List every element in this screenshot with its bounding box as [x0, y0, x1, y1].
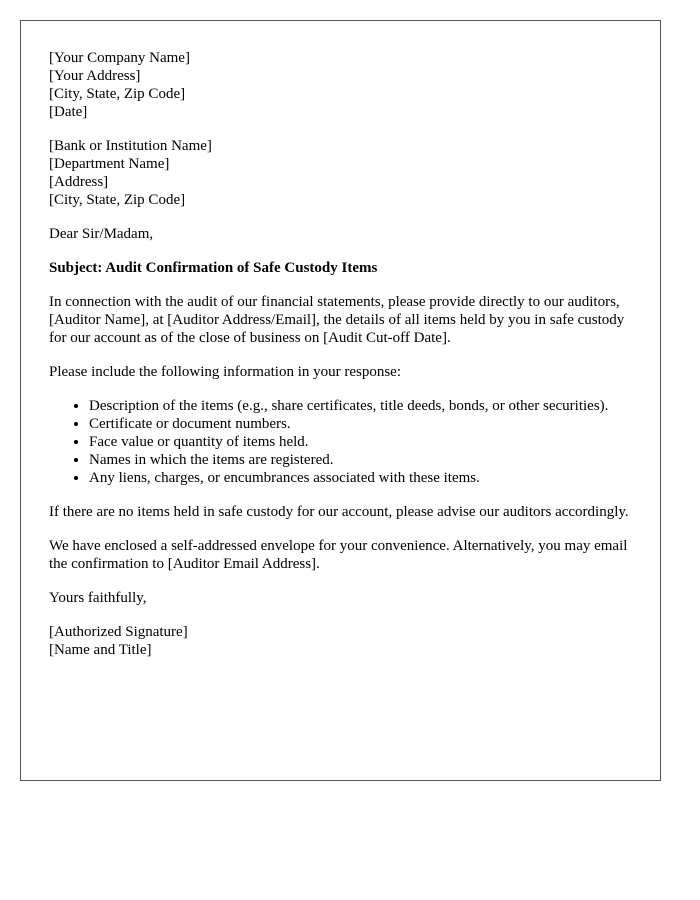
list-item: • Names in which the items are registered. [89, 451, 632, 469]
recipient-institution: [Bank or Institution Name] [49, 138, 212, 154]
include-paragraph: Please include the following information in your response: [49, 364, 402, 380]
list-item: • Face value or quantity of items held. [89, 433, 632, 451]
recipient-address-line: [Address] [49, 174, 109, 190]
sender-company: [Your Company Name] [49, 50, 190, 66]
sender-address [49, 49, 632, 121]
list-item: • Description of the items (e.g., share certificates, title deeds, bonds, or other securities). [89, 397, 632, 415]
enclosed-paragraph: We have enclosed a self-addressed envelope for your convenience. Alternatively, you may email the confirmation to [Auditor Email Address]. [49, 538, 628, 572]
list-item: • Any liens, charges, or encumbrances associated with these items. [89, 469, 632, 487]
salutation: Dear Sir/Madam, [49, 226, 154, 242]
signature-block [49, 623, 632, 659]
signature: [Authorized Signature] [49, 624, 188, 640]
intro-paragraph: In connection with the audit of our financial statements, please provide directly to our auditors, [Auditor Name], at [Auditor Address/Email], the details of all items held by you in safe custody for our account as of the close of business on [Audit Cut-off Date]. [49, 294, 625, 346]
recipient-address [49, 137, 632, 209]
sender-address-line: [Your Address] [49, 68, 141, 84]
sender-city: [City, State, Zip Code] [49, 86, 186, 102]
required-info-list [49, 397, 632, 487]
recipient-department: [Department Name] [49, 156, 170, 172]
no-items-paragraph: If there are no items held in safe custody for our account, please advise our auditors accordingly. [49, 504, 629, 520]
letter-date: [Date] [49, 104, 88, 120]
recipient-city: [City, State, Zip Code] [49, 192, 186, 208]
closing: Yours faithfully, [49, 590, 147, 606]
list-item: • Certificate or document numbers. [89, 415, 632, 433]
letter-document [20, 20, 661, 781]
name-and-title: [Name and Title] [49, 642, 152, 658]
subject-line: Subject: Audit Confirmation of Safe Custody Items [49, 260, 378, 276]
